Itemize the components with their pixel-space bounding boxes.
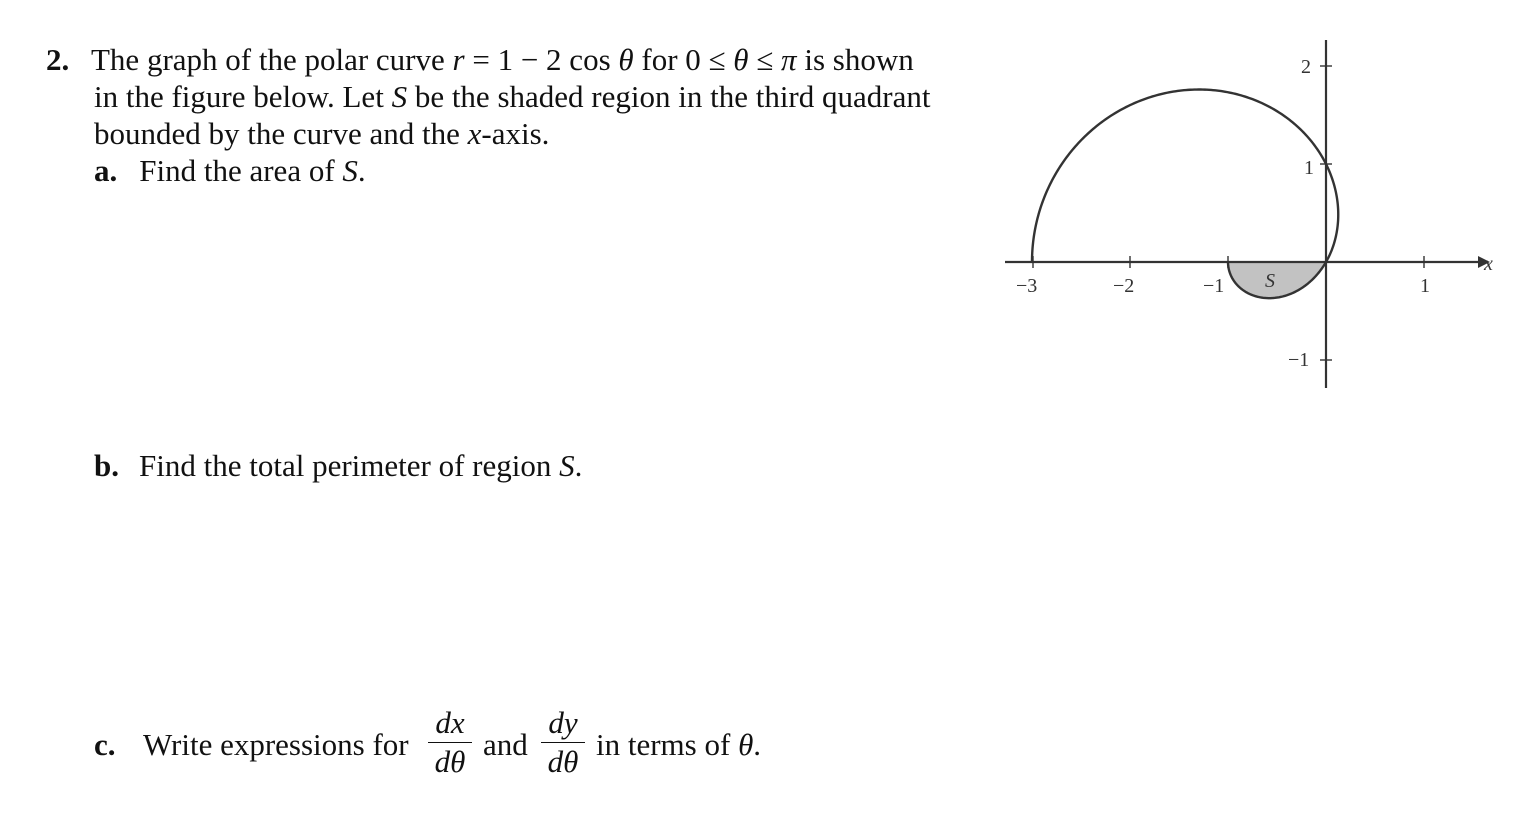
part-c-label-text: c. xyxy=(94,727,116,762)
equation-text: = 1 − 2 cos xyxy=(464,42,619,77)
y-tick-label-1: 1 xyxy=(1304,157,1314,179)
in-terms-text: in terms of xyxy=(596,727,739,762)
fraction-numerator: dx xyxy=(435,705,465,740)
fraction-denominator: dθ xyxy=(547,744,579,779)
period: . xyxy=(574,448,583,483)
x-tick-label-neg2: −2 xyxy=(1113,275,1135,297)
var-x: x xyxy=(467,116,482,151)
var-S: S xyxy=(391,79,408,114)
var-theta: θ xyxy=(618,42,634,77)
x-axis-label: x xyxy=(1484,253,1493,275)
y-tick-label-2: 2 xyxy=(1301,56,1311,78)
problem-number: 2. xyxy=(46,42,70,77)
line3-text-a: bounded by the curve and the xyxy=(94,116,468,151)
line3-text-b: -axis. xyxy=(481,116,550,151)
x-tick-label-1: 1 xyxy=(1420,275,1430,297)
period: . xyxy=(753,727,762,762)
shown-text: is shown xyxy=(796,42,914,77)
var-S: S xyxy=(559,448,575,483)
var-theta: θ xyxy=(738,727,754,762)
line2-text-a: in the figure below. Let xyxy=(94,79,392,114)
x-tick-label-neg1: −1 xyxy=(1203,275,1225,297)
fraction-denominator: dθ xyxy=(434,744,466,779)
domain-text: for 0 ≤ xyxy=(633,42,734,77)
var-S: S xyxy=(342,153,358,188)
period: . xyxy=(357,153,366,188)
part-b-label: b. xyxy=(94,448,119,483)
var-pi: π xyxy=(781,42,797,77)
part-c-text-1: Write expressions for xyxy=(143,727,409,762)
part-b-text: Find the total perimeter of region xyxy=(139,448,560,483)
var-theta: θ xyxy=(733,42,749,77)
part-a-text: Find the area of xyxy=(139,153,343,188)
part-a-label: a. xyxy=(94,153,118,188)
fraction-numerator: dy xyxy=(548,705,578,740)
and-text: and xyxy=(483,727,528,762)
var-r: r xyxy=(452,42,465,77)
problem-line1-text: The graph of the polar curve xyxy=(91,42,453,77)
region-label-S: S xyxy=(1265,270,1275,292)
x-tick-label-neg3: −3 xyxy=(1016,275,1038,297)
le-sign: ≤ xyxy=(748,42,782,77)
y-tick-label-neg1: −1 xyxy=(1288,349,1310,371)
line2-text-b: be the shaded region in the third quadrant xyxy=(407,79,931,114)
